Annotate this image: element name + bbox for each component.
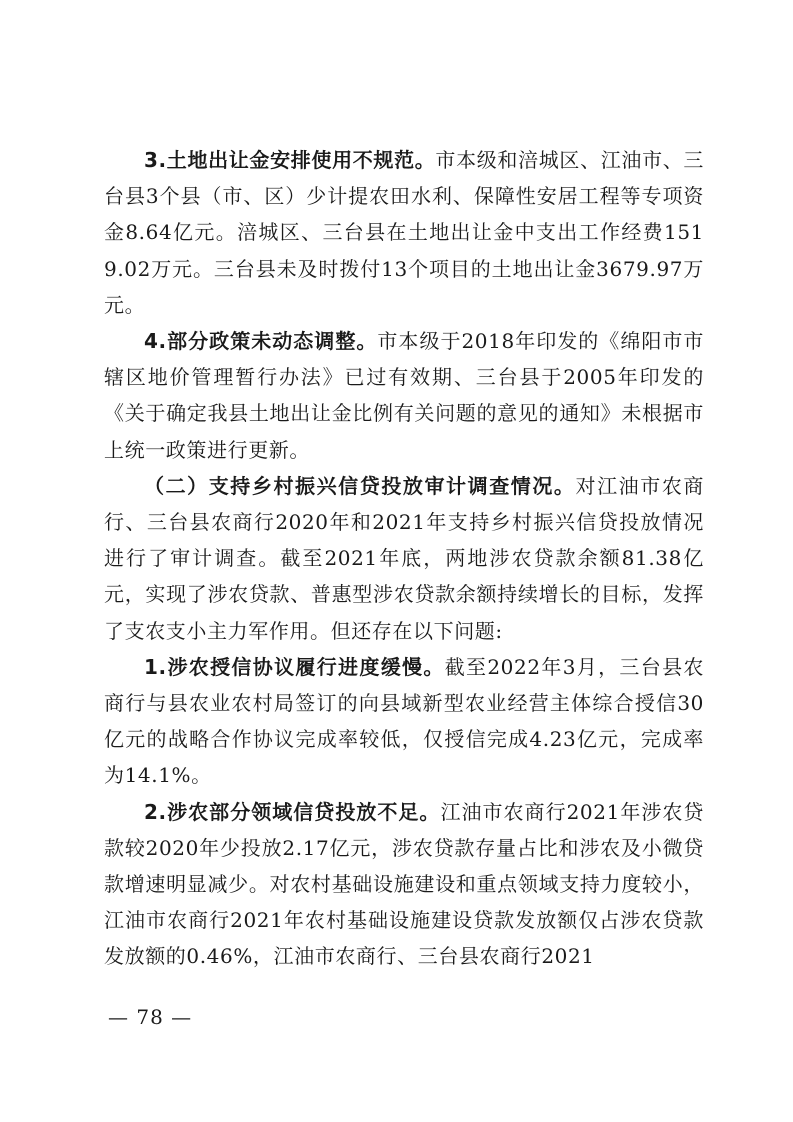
paragraph-heading: 3.土地出让金安排使用不规范。 (144, 148, 436, 172)
page-number: — 78 — (108, 1005, 193, 1029)
section-heading: （二）支持乡村振兴信贷投放审计调查情况。 (144, 473, 576, 498)
paragraph-heading: 4.部分政策未动态调整。 (144, 329, 378, 354)
paragraph-body: 截至2022年3月，三台县农商行与县农业农村局签订的向县域新型农业经营主体综合授信30亿元的战略合作协议完成率较低，仅授信完成4.23亿元，完成率为14.1%。 (104, 654, 704, 788)
paragraph-body: 江油市农商行2021年涉农贷款较2020年少投放2.17亿元，涉农贷款存量占比和涉农及小微贷款增速明显减少。对农村基础设施建设和重点领域支持力度较小，江油市农商行2021年农村基础设施建设贷款发放额仅占涉农贷款发放额的0.46%，江油市农商行、三台县农商行2021 (104, 799, 704, 969)
paragraph-rural-credit-audit (104, 468, 704, 649)
paragraph-credit-agreement (104, 649, 704, 794)
paragraph-land-transfer-fund (104, 142, 704, 323)
paragraph-heading: 1.涉农授信协议履行进度缓慢。 (144, 654, 445, 679)
paragraph-body: 市本级于2018年印发的《绵阳市市辖区地价管理暂行办法》已过有效期、三台县于2005年印发的《关于确定我县土地出让金比例有关问题的意见的通知》未根据市上统一政策进行更新。 (104, 329, 704, 462)
paragraph-body: 市本级和涪城区、江油市、三台县3个县（市、区）少计提农田水利、保障性安居工程等专项资金8.64亿元。涪城区、三台县在土地出让金中支出工作经费1519.02万元。三台县未及时拨付13个项目的土地出让金3679.97万元。 (104, 148, 704, 317)
paragraph-body: 对江油市农商行、三台县农商行2020年和2021年支持乡村振兴信贷投放情况进行了审计调查。截至2021年底，两地涉农贷款余额81.38亿元，实现了涉农贷款、普惠型涉农贷款余额持续增长的目标，发挥了支农支小主力军作用。但还存在以下问题: (104, 473, 704, 643)
paragraph-policy-adjustment (104, 323, 704, 468)
paragraph-heading: 2.涉农部分领域信贷投放不足。 (144, 799, 441, 824)
paragraph-credit-insufficient (104, 794, 704, 975)
document-body (104, 142, 704, 975)
